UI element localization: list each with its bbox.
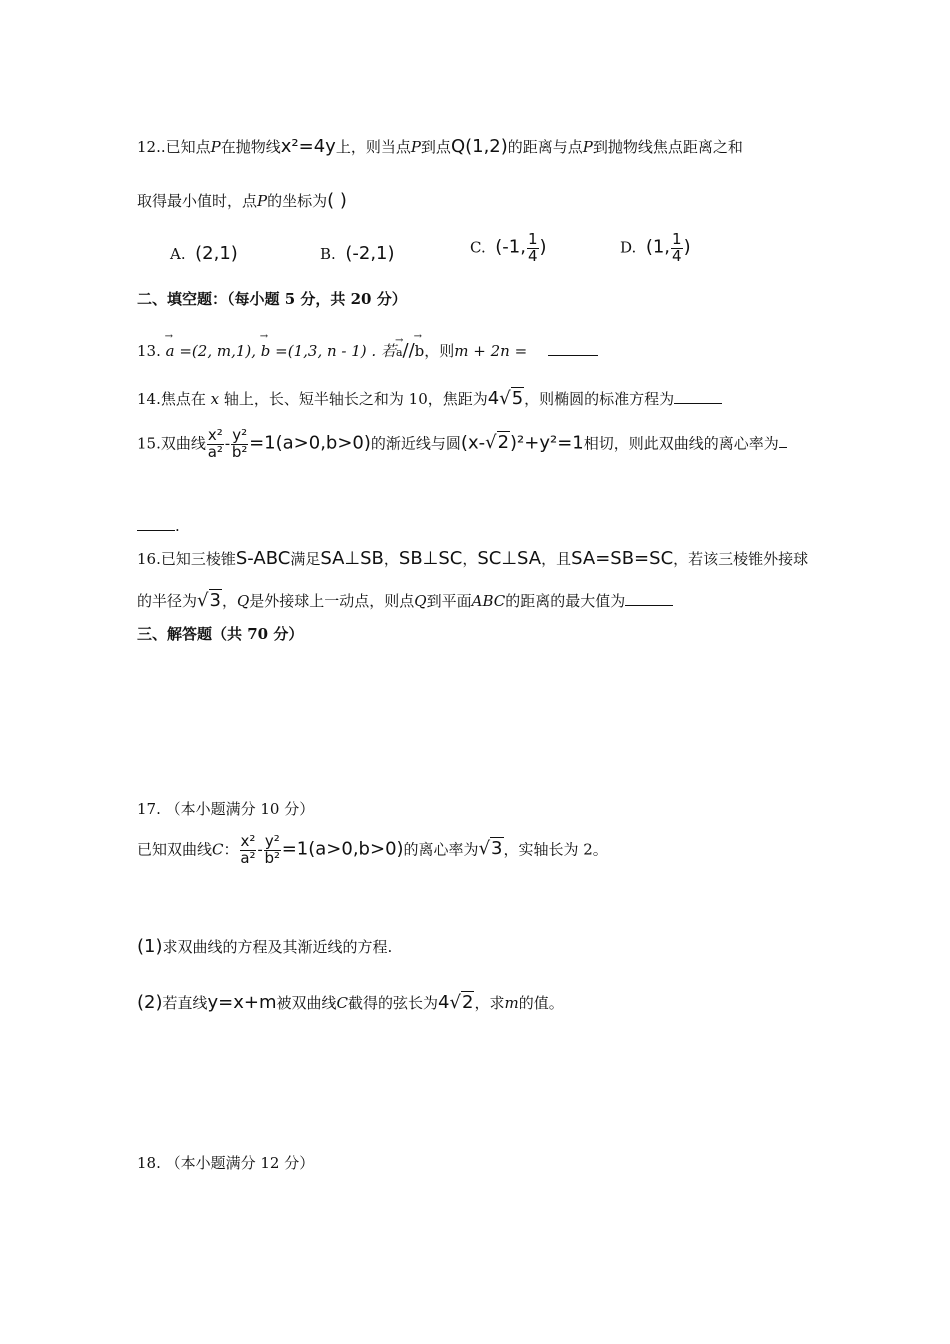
sqrt-3: √3: [197, 590, 221, 611]
fraction-x2-a2: $\frac{\text{x²}}{\text{a²}}$: [240, 832, 256, 867]
q17-part1: (1)求双曲线的方程及其渐近线的方程.: [137, 936, 393, 957]
q12-number: 12.: [137, 138, 161, 156]
point-q: Q(1,2): [450, 136, 508, 157]
fraction-y2-b2: $\frac{\text{y²}}{\text{b²}}$: [264, 832, 281, 867]
q17-statement: 已知双曲线C： $\frac{\text{x²}}{\text{a²}}$ - $\frac{\text{y²}}{\text{b²}}$ =1(a>0,b>0)的离心率为√3，实轴长为 2。: [137, 832, 608, 867]
q12-line1: 12..已知点P在抛物线x²=4y上，则当点P到点Q(1,2)的距离与点P到抛物线焦点距离之和: [137, 136, 743, 157]
section-solutions-heading: 三、解答题（共 70 分）: [137, 625, 304, 643]
answer-blank: [137, 529, 175, 531]
parabola-equation: x²=4y: [280, 136, 336, 157]
q18-heading: 18. （本小题满分 12 分）: [137, 1154, 315, 1172]
answer-blank: [625, 604, 673, 606]
fraction-y2-b2: $\frac{\text{y²}}{\text{b²}}$: [231, 426, 248, 461]
q17-part2: (2)若直线y=x+m被双曲线C截得的弦长为4√2，求m的值。: [137, 992, 564, 1013]
sqrt-2: √2: [449, 992, 474, 1013]
answer-blank: [674, 402, 722, 404]
fraction: $\frac{1}{4}$: [672, 230, 682, 265]
sqrt-5: √5: [499, 388, 524, 409]
answer-blank: [779, 446, 787, 448]
q12-option-d: D. (1, $\frac{1}{4}$ ): [620, 230, 691, 265]
q12-line2: 取得最小值时，点P的坐标为( ): [137, 190, 347, 211]
q14-line: 14.焦点在 x 轴上，长、短半轴长之和为 10，焦距为4√5，则椭圆的标准方程为: [137, 388, 722, 410]
sqrt-2: √2: [485, 432, 510, 454]
q12-option-c: C. (-1, $\frac{1}{4}$ ): [470, 230, 547, 265]
q12-option-b: B. (-2,1): [320, 243, 395, 264]
fraction: $\frac{1}{4}$: [527, 230, 538, 265]
fraction-x2-a2: $\frac{\text{x²}}{\text{a²}}$: [207, 426, 223, 461]
vector-a: → a: [166, 342, 175, 360]
q16-line2: 的半径为√3，Q是外接球上一动点，则点Q到平面ABC的距离的最大值为: [137, 590, 673, 612]
q17-heading: 17. （本小题满分 10 分）: [137, 800, 315, 818]
answer-paren: ( ): [327, 190, 347, 211]
q15-line1: 15.双曲线 $\frac{\text{x²}}{\text{a²}}$ - $\frac{\text{y²}}{\text{b²}}$ =1(a>0,b>0)的渐近线与圆(x-√2)²+y²=1相切，则此双曲线的离心率为: [137, 428, 787, 461]
vector-b: → b: [261, 342, 271, 360]
q13-line: 13. → a =(2, m,1), → b =(1,3, n - 1) . 若→ a//→ b，则m + 2n =: [137, 340, 598, 362]
line-equation: y=x+m: [207, 992, 277, 1013]
q12-option-a: A. (2,1): [170, 243, 238, 264]
parallel-symbol: //: [402, 340, 415, 361]
q16-line1: 16.已知三棱锥S-ABC满足SA⊥SB，SB⊥SC，SC⊥SA，且SA=SB=SC，若该三棱锥外接球: [137, 548, 809, 569]
section-fill-in-heading: 二、填空题：（每小题 5 分，共 20 分）: [137, 290, 407, 308]
q15-line2: .: [137, 517, 180, 535]
sqrt-3: √3: [478, 838, 503, 860]
answer-blank: [548, 354, 598, 356]
